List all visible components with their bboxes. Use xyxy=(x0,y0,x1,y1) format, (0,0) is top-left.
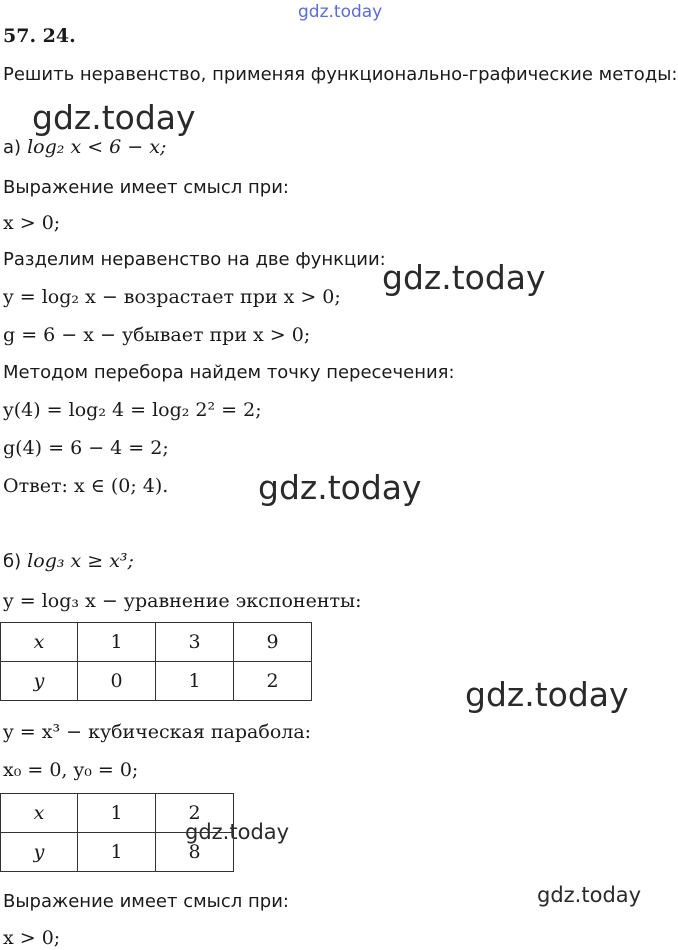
part-b-label: б) xyxy=(3,551,22,572)
watermark-top: gdz.today xyxy=(298,2,383,22)
table-cell: 2 xyxy=(234,662,312,701)
part-b-formula: log₃ x ≥ x³; xyxy=(27,550,134,572)
part-a-answer: Ответ: x ∈ (0; 4). xyxy=(3,475,169,497)
part-b-domain-text: Выражение имеет смысл при: xyxy=(3,891,289,912)
watermark: gdz.today xyxy=(32,98,196,137)
part-a-function-2: g = 6 − x − убывает при x > 0; xyxy=(3,324,311,346)
part-a-inequality xyxy=(3,135,166,160)
part-a-search-text: Методом перебора найдем точку пересечения: xyxy=(3,362,455,383)
task-text: Решить неравенство, применяя функционально-графические методы: xyxy=(3,64,678,85)
table-cell: 1 xyxy=(156,662,234,701)
part-a-split-text: Разделим неравенство на две функции: xyxy=(3,249,386,270)
table-cell: 1 xyxy=(78,833,156,872)
part-a-calc-1: y(4) = log₂ 4 = log₂ 2² = 2; xyxy=(3,399,262,421)
part-a-formula: log₂ x < 6 − x; xyxy=(27,136,167,158)
table-cell: y xyxy=(1,662,78,701)
part-b-inequality xyxy=(3,549,134,574)
part-a-function-1: y = log₂ x − возрастает при x > 0; xyxy=(3,286,341,308)
table-row xyxy=(1,794,234,833)
table-cell: 1 xyxy=(78,794,156,833)
part-b-vertex: x₀ = 0, y₀ = 0; xyxy=(3,759,139,781)
table-cell: 2 xyxy=(156,794,234,833)
problem-number: 57. 24. xyxy=(3,25,76,47)
table-row xyxy=(1,833,234,872)
part-a-domain: x > 0; xyxy=(3,212,61,234)
part-b-domain: x > 0; xyxy=(3,927,61,949)
part-a-calc-2: g(4) = 6 − 4 = 2; xyxy=(3,437,169,459)
table-cell: x xyxy=(1,623,78,662)
watermark: gdz.today xyxy=(382,258,546,297)
part-a-label: а) xyxy=(3,137,22,158)
table-cell: 3 xyxy=(156,623,234,662)
part-b-function-1: y = log₃ x − уравнение экспоненты: xyxy=(3,590,362,612)
watermark: gdz.today xyxy=(465,675,629,714)
table-cell: 8 xyxy=(156,833,234,872)
value-table-log xyxy=(0,622,312,701)
watermark: gdz.today xyxy=(185,820,290,844)
value-table-cubic xyxy=(0,793,234,872)
part-b-function-2: y = x³ − кубическая парабола: xyxy=(3,721,312,743)
table-cell: 9 xyxy=(234,623,312,662)
table-cell: 1 xyxy=(78,623,156,662)
table-row xyxy=(1,623,312,662)
table-cell: 0 xyxy=(78,662,156,701)
table-cell: y xyxy=(1,833,78,872)
part-a-domain-text: Выражение имеет смысл при: xyxy=(3,177,289,198)
table-row xyxy=(1,662,312,701)
table-cell: x xyxy=(1,794,78,833)
watermark: gdz.today xyxy=(537,883,642,907)
watermark: gdz.today xyxy=(258,468,422,507)
